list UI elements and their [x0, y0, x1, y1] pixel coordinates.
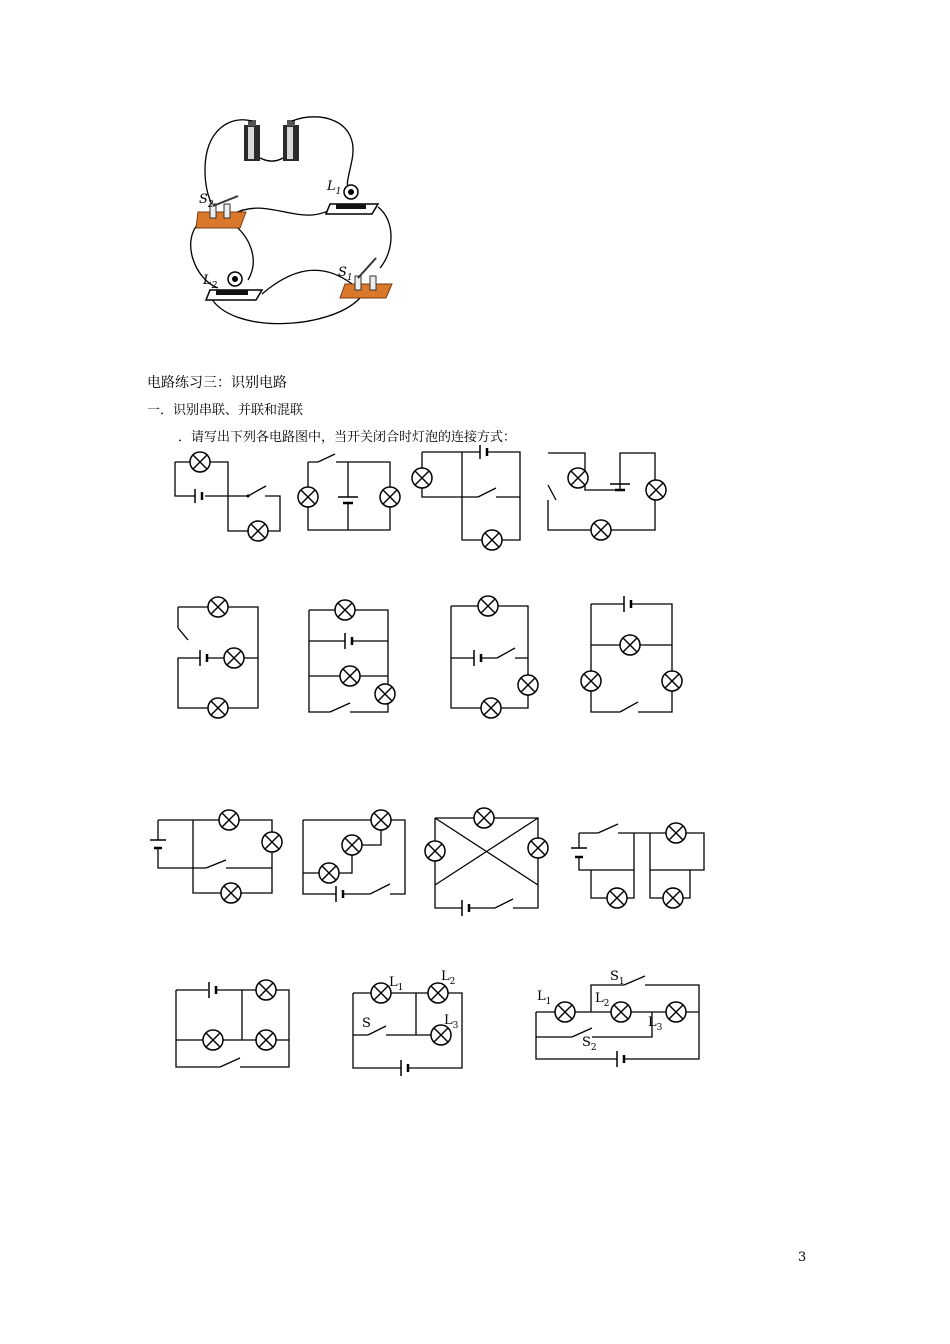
circuit-diagram-15 [536, 969, 699, 1067]
instruction-text: ．请写出下列各电路图中，当开关闭合时灯泡的连接方式： [178, 430, 517, 445]
circuit-diagram-2 [298, 454, 400, 530]
label-l2: $L_2$ [441, 969, 456, 987]
photo-label-l2: $L_2$ [203, 273, 218, 291]
circuit-diagram-8 [581, 596, 682, 712]
label-l3b: $L_3$ [648, 1015, 663, 1033]
circuit-diagram-7 [451, 596, 538, 718]
circuit-diagram-10 [303, 810, 405, 902]
circuit-diagram-6 [309, 600, 395, 712]
circuit-diagram-14 [353, 969, 462, 1076]
physical-circuit-photo [191, 117, 392, 324]
circuit-diagram-12 [571, 823, 704, 908]
label-l3: $L_3$ [444, 1013, 459, 1031]
label-s2: $S_2$ [582, 1035, 597, 1053]
section-title: 一．识别串联、并联和混联 [147, 403, 304, 418]
circuit-diagram-13 [176, 980, 289, 1067]
page-number: 3 [798, 1250, 807, 1265]
label-l1b: $L_1$ [537, 989, 552, 1007]
circuit-diagram-1 [175, 452, 280, 541]
label-s: S [362, 1016, 371, 1031]
label-l2b: $L_2$ [595, 991, 610, 1009]
photo-label-l1: $L_1$ [327, 179, 342, 197]
photo-label-s1: $S_1$ [338, 265, 353, 283]
circuit-diagram-4 [548, 453, 666, 540]
circuit-diagram-3 [412, 445, 520, 550]
circuit-diagram-5 [178, 597, 258, 718]
label-l1: $L_1$ [389, 975, 404, 993]
circuit-diagram-9 [150, 810, 282, 903]
exercise-heading: 电路练习三：识别电路 [147, 375, 287, 391]
label-s1: $S_1$ [610, 969, 625, 987]
circuit-diagram-11 [425, 808, 548, 916]
photo-label-s2: $S_2$ [199, 192, 214, 210]
